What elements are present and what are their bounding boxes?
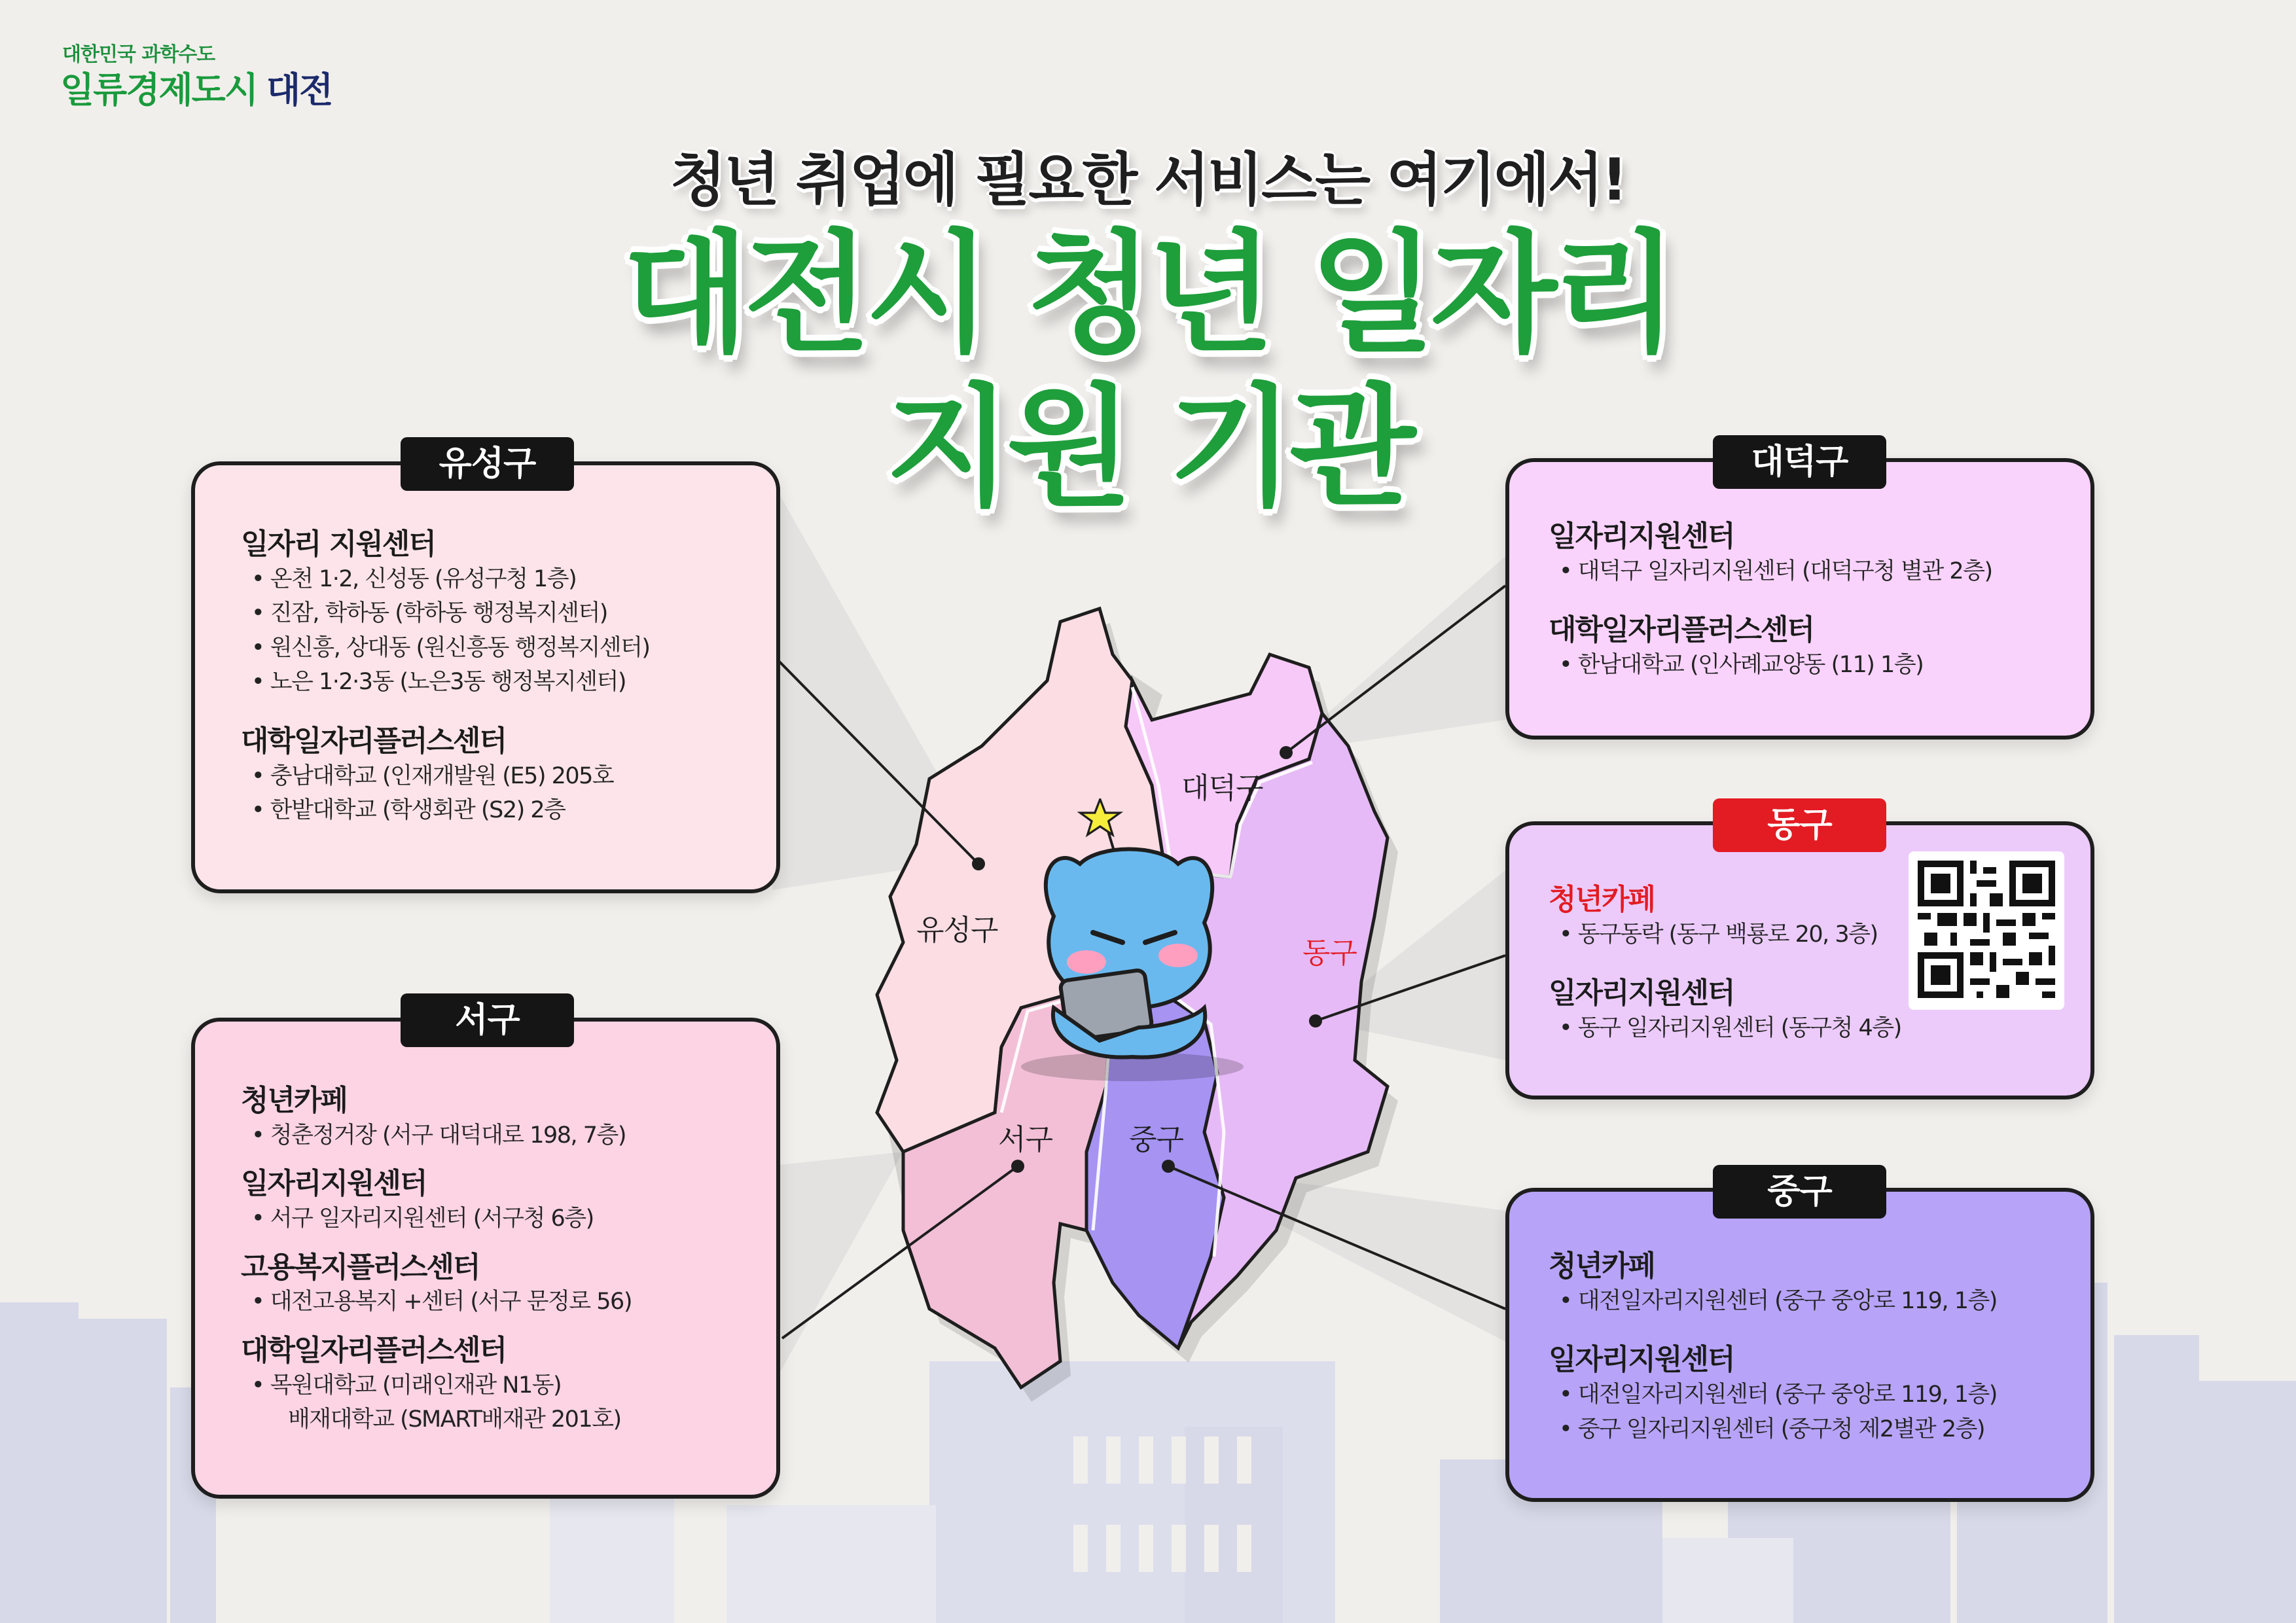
map-label-yuseong: 유성구 <box>916 914 998 947</box>
logo-tagline: 대한민국 과학수도 <box>62 43 215 66</box>
dong-item: • 동구 일자리지원센터 (동구청 4층) <box>1559 1015 1901 1042</box>
seo-item: • 대전고용복지 +센터 (서구 문정로 56) <box>251 1289 632 1315</box>
tag-seo: 서구 <box>401 993 574 1047</box>
tag-daedeok: 대덕구 <box>1713 435 1886 489</box>
yuseong-item: • 원신흥, 상대동 (원신흥동 행정복지센터) <box>251 634 650 661</box>
card-daedeok <box>1505 458 2094 740</box>
tag-dong: 동구 <box>1713 798 1886 852</box>
jung-item: • 대전일자리지원센터 (중구 중앙로 119, 1층) <box>1559 1382 1997 1408</box>
map-label-daedeok: 대덕구 <box>1181 772 1263 805</box>
seo-heading-2: 일자리지원센터 <box>241 1167 427 1201</box>
yuseong-item: • 진잠, 학하동 (학하동 행정복지센터) <box>251 600 607 627</box>
logo-slogan: 일류경제도시 <box>60 69 257 111</box>
dong-heading-1: 청년카페 <box>1549 883 1655 916</box>
map-label-jung: 중구 <box>1129 1123 1184 1156</box>
daedeok-heading-1: 일자리지원센터 <box>1549 520 1734 553</box>
yuseong-heading-1: 일자리 지원센터 <box>241 527 435 561</box>
daedeok-item: • 한남대학교 (인사례교양동 (11) 1층) <box>1559 652 1924 679</box>
seo-heading-1: 청년카페 <box>241 1084 348 1117</box>
tag-jung: 중구 <box>1713 1165 1886 1219</box>
yuseong-item: • 온천 1·2, 신성동 (유성구청 1층) <box>251 565 577 592</box>
card-yuseong <box>191 461 780 893</box>
yuseong-item: • 한밭대학교 (학생회관 (S2) 2층 <box>251 797 565 824</box>
card-jung <box>1505 1188 2094 1502</box>
seo-item: • 청춘정거장 (서구 대덕대로 198, 7층) <box>251 1122 626 1149</box>
title-line-1: 대전시 청년 일자리 <box>622 218 1674 370</box>
card-seo <box>191 1018 780 1499</box>
daedeok-item: • 대덕구 일자리지원센터 (대덕구청 별관 2층) <box>1559 558 1992 584</box>
jung-item: • 대전일자리지원센터 (중구 중앙로 119, 1층) <box>1559 1287 1997 1314</box>
dong-item: • 동구동락 (동구 백룡로 20, 3층) <box>1559 921 1878 948</box>
jung-heading-1: 청년카페 <box>1549 1249 1655 1283</box>
yuseong-item: • 충남대학교 (인재개발원 (E5) 205호 <box>251 762 614 789</box>
title-line-2: 지원 기관 <box>885 372 1411 524</box>
qr-code-icon[interactable] <box>1909 851 2064 1010</box>
map-label-dong: 동구 <box>1302 936 1357 970</box>
tag-yuseong: 유성구 <box>401 437 574 491</box>
seo-item: • 서구 일자리지원센터 (서구청 6층) <box>251 1205 594 1232</box>
subtitle: 청년 취업에 필요한 서비스는 여기에서! <box>670 146 1626 213</box>
yuseong-heading-2: 대학일자리플러스센터 <box>241 724 507 758</box>
jung-heading-2: 일자리지원센터 <box>1549 1343 1734 1377</box>
map-label-seo: 서구 <box>998 1123 1053 1156</box>
dong-heading-2: 일자리지원센터 <box>1549 976 1734 1010</box>
seo-item: 배재대학교 (SMART배재관 201호) <box>288 1406 621 1433</box>
seo-heading-4: 대학일자리플러스센터 <box>241 1333 507 1367</box>
seo-item: • 목원대학교 (미래인재관 N1동) <box>251 1372 562 1399</box>
seo-heading-3: 고용복지플러스센터 <box>241 1250 480 1284</box>
card-dong <box>1505 821 2094 1099</box>
yuseong-item: • 노은 1·2·3동 (노은3동 행정복지센터) <box>251 669 626 696</box>
jung-item: • 중구 일자리지원센터 (중구청 제2별관 2층) <box>1559 1416 1985 1442</box>
mascot-illustration <box>1008 798 1257 1086</box>
logo-city: 대전 <box>266 69 332 111</box>
daedeok-heading-2: 대학일자리플러스센터 <box>1549 613 1814 647</box>
